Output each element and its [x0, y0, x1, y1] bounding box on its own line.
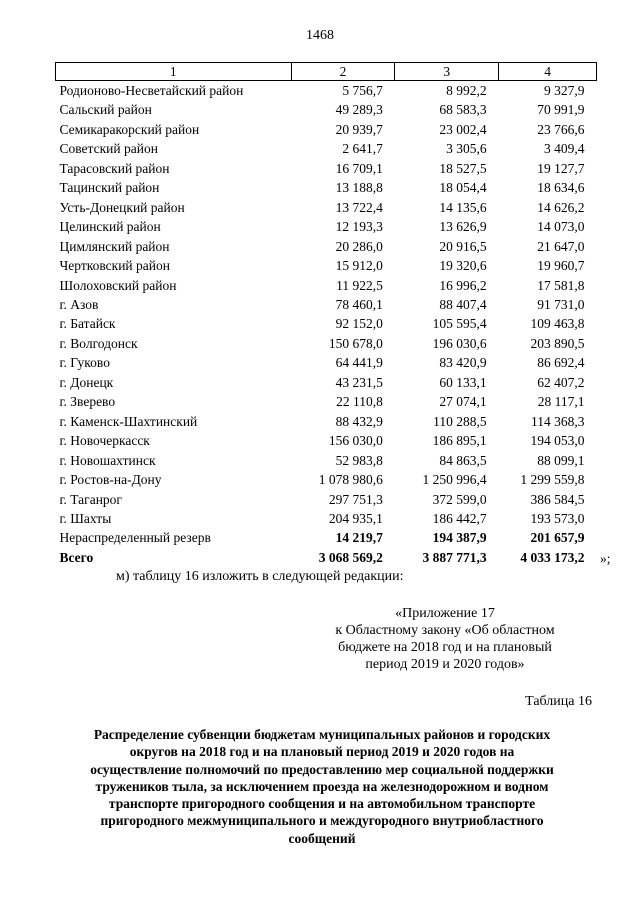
table-row — [56, 451, 597, 470]
row-name: Советский район — [59, 141, 158, 157]
table-row — [56, 159, 597, 178]
table-row — [56, 139, 597, 158]
value-2020: 14 073,0 — [537, 219, 585, 235]
value-2020: 17 581,8 — [537, 277, 585, 293]
table-row — [56, 295, 597, 314]
value-2018: 78 460,1 — [335, 296, 383, 312]
value-2018: 15 912,0 — [335, 258, 383, 274]
value-2020: 18 634,6 — [537, 180, 585, 196]
value-2019: 3 887 771,3 — [422, 549, 487, 565]
value-2018: 22 110,8 — [336, 394, 383, 410]
value-2020: 19 960,7 — [537, 258, 585, 274]
value-2018: 297 751,3 — [328, 491, 383, 507]
value-2019: 23 002,4 — [439, 121, 487, 137]
value-2019: 18 527,5 — [439, 160, 487, 176]
value-2018: 156 030,0 — [328, 433, 383, 449]
row-name: г. Волгодонск — [59, 335, 138, 351]
value-2019: 1 250 996,4 — [422, 472, 487, 488]
value-2018: 20 286,0 — [335, 238, 383, 254]
column-header: 1 — [56, 63, 292, 81]
table-row — [56, 314, 597, 333]
value-2020: 386 584,5 — [530, 491, 585, 507]
appendix-reference — [300, 605, 590, 673]
value-2019: 186 895,1 — [432, 433, 487, 449]
row-name: Шолоховский район — [59, 277, 177, 293]
table-row — [56, 470, 597, 489]
value-2018: 12 193,3 — [335, 219, 383, 235]
value-2020: 28 117,1 — [537, 394, 585, 410]
value-2018: 64 441,9 — [335, 355, 383, 371]
value-2020: 1 299 559,8 — [520, 472, 585, 488]
value-2020: 62 407,2 — [537, 374, 585, 390]
row-name: г. Азов — [59, 296, 99, 312]
value-2018: 150 678,0 — [328, 335, 383, 351]
row-name: г. Таганрог — [59, 491, 122, 507]
instruction-text: м) таблицу 16 изложить в следующей редакции: — [116, 569, 404, 584]
value-2019: 18 054,4 — [439, 180, 487, 196]
column-header: 4 — [499, 63, 597, 81]
value-2019: 27 074,1 — [439, 394, 487, 410]
value-2019: 16 996,2 — [439, 277, 487, 293]
row-name: Родионово-Несветайский район — [59, 83, 244, 98]
value-2019: 13 626,9 — [439, 219, 487, 235]
value-2020: 3 409,4 — [544, 141, 585, 157]
table-row — [56, 237, 597, 256]
value-2019: 8 992,2 — [446, 83, 487, 98]
table-row — [56, 548, 597, 567]
table-row — [56, 509, 597, 528]
value-2020: 194 053,0 — [530, 433, 585, 449]
value-2018: 52 983,8 — [335, 452, 383, 468]
value-2018: 88 432,9 — [335, 413, 383, 429]
row-name: Усть-Донецкий район — [59, 199, 185, 215]
value-2019: 14 135,6 — [439, 199, 487, 215]
column-header: 2 — [291, 63, 395, 81]
value-2018: 11 922,5 — [336, 277, 383, 293]
table-label: Таблица 16 — [525, 694, 592, 709]
row-name: Цимлянский район — [59, 238, 170, 254]
table-row — [56, 412, 597, 431]
value-2018: 16 709,1 — [335, 160, 383, 176]
table-row — [56, 334, 597, 353]
row-name: Нераспределенный резерв — [59, 530, 211, 546]
value-2019: 20 916,5 — [439, 238, 487, 254]
appendix-line: «Приложение 17 — [395, 606, 495, 621]
value-2019: 186 442,7 — [432, 510, 487, 526]
value-2018: 13 188,8 — [335, 180, 383, 196]
row-name: г. Шахты — [59, 510, 112, 526]
value-2019: 68 583,3 — [439, 102, 487, 118]
table-row — [56, 276, 597, 295]
value-2020: 91 731,0 — [537, 296, 585, 312]
value-2020: 19 127,7 — [537, 160, 585, 176]
subvention-table — [55, 62, 597, 567]
row-name: Всего — [59, 549, 94, 565]
document-title — [52, 726, 592, 847]
value-2018: 1 078 980,6 — [318, 472, 383, 488]
value-2018: 49 289,3 — [335, 102, 383, 118]
row-name: Семикаракорский район — [59, 121, 200, 137]
title-line: осуществление полномочий по предоставлению мер социальной поддержки — [90, 761, 554, 777]
value-2019: 60 133,1 — [439, 374, 487, 390]
title-line: транспорте пригородного сообщения и на автомобильном транспорте — [108, 796, 536, 812]
table-row — [56, 256, 597, 275]
value-2020: 23 766,6 — [537, 121, 585, 137]
title-line: Распределение субвенции бюджетам муниципальных районов и городских — [93, 727, 551, 742]
table-row — [56, 353, 597, 372]
page-number: 1468 — [306, 28, 334, 43]
value-2020: 4 033 173,2 — [520, 549, 585, 565]
table-row — [56, 120, 597, 139]
value-2020: 193 573,0 — [530, 510, 585, 526]
row-name: г. Новошахтинск — [59, 452, 156, 468]
value-2020: 109 463,8 — [530, 316, 585, 332]
value-2018: 2 641,7 — [342, 141, 383, 157]
row-name: Тацинский район — [59, 180, 160, 196]
value-2018: 3 068 569,2 — [318, 549, 383, 565]
value-2019: 3 305,6 — [446, 141, 487, 157]
row-name: г. Новочеркасск — [59, 433, 150, 449]
table-row — [56, 198, 597, 217]
table-row — [56, 100, 597, 119]
value-2019: 84 863,5 — [439, 452, 487, 468]
table-header-row — [56, 63, 597, 81]
row-name: Чертковский район — [59, 258, 170, 274]
title-line: тружеников тыла, за исключением проезда на железнодорожном и водном — [95, 778, 549, 794]
value-2019: 372 599,0 — [432, 491, 487, 507]
appendix-line: период 2019 и 2020 годов» — [365, 657, 525, 672]
value-2019: 19 320,6 — [439, 258, 487, 274]
value-2018: 13 722,4 — [335, 199, 383, 215]
value-2020: 201 657,9 — [530, 530, 585, 546]
value-2020: 203 890,5 — [530, 335, 585, 351]
value-2020: 70 991,9 — [537, 102, 585, 118]
table-row — [56, 528, 597, 547]
value-2020: 114 368,3 — [531, 413, 585, 429]
value-2020: 14 626,2 — [537, 199, 585, 215]
row-name: г. Каменск-Шахтинский — [59, 413, 198, 429]
row-name: г. Батайск — [59, 316, 116, 332]
table-row — [56, 392, 597, 411]
table-row — [56, 490, 597, 509]
value-2020: 9 327,9 — [544, 83, 585, 98]
title-line: округов на 2018 год и на плановый период 2019 и 2020 годов на — [129, 744, 515, 760]
value-2019: 110 288,5 — [433, 413, 487, 429]
value-2020: 86 692,4 — [537, 355, 585, 371]
table-row — [56, 373, 597, 392]
value-2019: 194 387,9 — [432, 530, 487, 546]
row-name: Сальский район — [59, 102, 152, 118]
row-name: г. Донецк — [59, 374, 114, 390]
row-name: г. Зверево — [59, 394, 116, 410]
title-line: сообщений — [288, 830, 356, 846]
value-2018: 14 219,7 — [335, 530, 383, 546]
table-row — [56, 178, 597, 197]
title-line: пригородного межмуниципального и междугородного внутриобластного — [100, 813, 544, 829]
row-name: г. Ростов-на-Дону — [59, 472, 162, 488]
value-2020: 88 099,1 — [537, 452, 585, 468]
table-row — [56, 217, 597, 236]
value-2018: 92 152,0 — [335, 316, 383, 332]
table-row — [56, 431, 597, 450]
row-name: г. Гуково — [59, 355, 110, 371]
appendix-line: к Областному закону «Об областном — [335, 623, 555, 638]
value-2019: 105 595,4 — [432, 316, 487, 332]
row-name: Тарасовский район — [59, 160, 170, 176]
value-2018: 5 756,7 — [342, 83, 383, 98]
value-2018: 20 939,7 — [335, 121, 383, 137]
value-2018: 204 935,1 — [328, 510, 383, 526]
value-2019: 88 407,4 — [439, 296, 487, 312]
value-2019: 196 030,6 — [432, 335, 487, 351]
column-header: 3 — [395, 63, 499, 81]
row-name: Целинский район — [59, 219, 161, 235]
value-2018: 43 231,5 — [335, 374, 383, 390]
table-row — [56, 81, 597, 101]
value-2020: 21 647,0 — [537, 238, 585, 254]
closing-quote: »; — [600, 551, 611, 566]
value-2019: 83 420,9 — [439, 355, 487, 371]
appendix-line: бюджете на 2018 год и на плановый — [338, 640, 552, 655]
